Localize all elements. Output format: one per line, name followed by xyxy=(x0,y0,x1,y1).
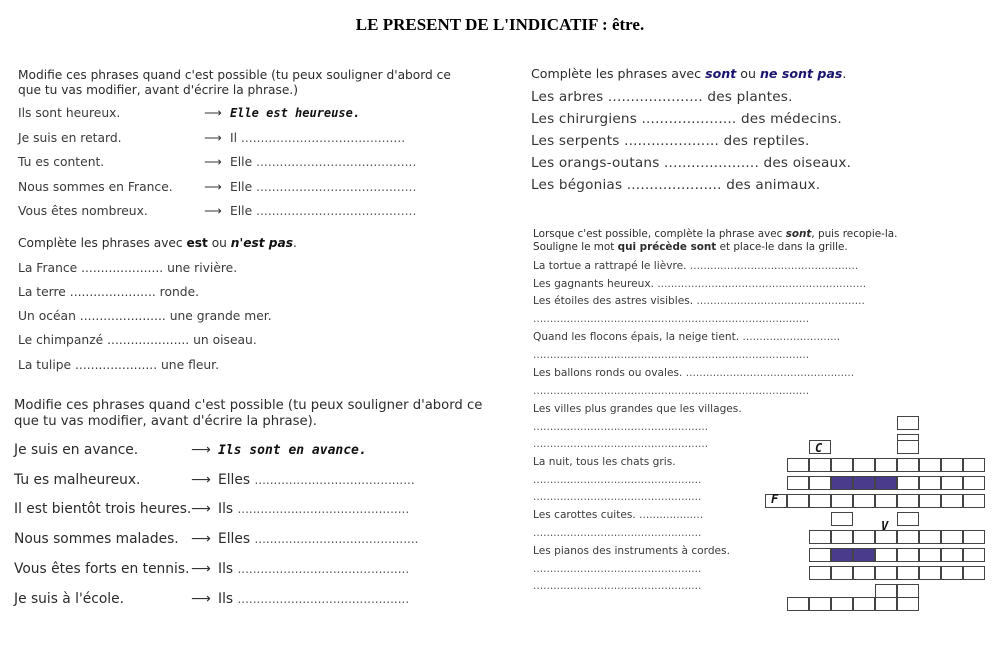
ex5-item xyxy=(533,403,742,415)
ex5-answer-line[interactable]: .................................................. xyxy=(533,580,702,592)
ex3-sentence: Vous êtes forts en tennis. xyxy=(14,561,190,577)
crossword-cell[interactable] xyxy=(787,494,809,508)
ex3-instruction-line1: Modifie ces phrases quand c'est possible (tu peux souligner d'abord ce xyxy=(14,398,483,413)
crossword-cell[interactable] xyxy=(919,566,941,580)
crossword-cell[interactable] xyxy=(919,476,941,490)
ex4-item[interactable]: Les serpents ..................... des reptiles. xyxy=(531,133,810,149)
crossword-cell[interactable] xyxy=(941,530,963,544)
arrow-icon: ⟶ xyxy=(191,501,211,517)
crossword-cell[interactable] xyxy=(919,494,941,508)
crossword-cell[interactable] xyxy=(875,548,897,562)
ex3-answer-blank[interactable]: ............................................. xyxy=(237,562,410,576)
crossword-cell[interactable] xyxy=(809,566,831,580)
crossword-cell[interactable] xyxy=(941,566,963,580)
ex1-sentence: Tu es content. xyxy=(18,155,105,169)
ex5-instruction-text2-end: et place-le dans la grille. xyxy=(716,241,848,253)
crossword-cell[interactable] xyxy=(963,530,985,544)
ex1-example-answer: Elle est heureuse. xyxy=(230,106,361,120)
ex5-sentence: Les ballons ronds ou ovales. xyxy=(533,367,683,379)
ex5-item xyxy=(533,545,730,557)
ex3-answer-line xyxy=(184,531,418,547)
crossword-cell[interactable] xyxy=(831,458,853,472)
crossword-letter-c: C xyxy=(815,441,823,455)
crossword-cell[interactable] xyxy=(809,597,831,611)
crossword-cell[interactable] xyxy=(897,458,919,472)
crossword-cell[interactable] xyxy=(831,597,853,611)
ex3-answer-start: Elles xyxy=(218,531,251,547)
ex1-instruction-line2: que tu vas modifier, avant d'écrire la phrase.) xyxy=(18,83,298,97)
ex5-word-sont: sont xyxy=(785,228,812,240)
ex5-answer-line[interactable]: .................................................................................. xyxy=(533,313,810,325)
ex4-instruction-or: ou xyxy=(736,66,760,81)
arrow-icon: ⟶ xyxy=(204,204,222,218)
ex3-sentence: Je suis en avance. xyxy=(14,442,139,458)
arrow-icon: ⟶ xyxy=(204,106,222,120)
ex2-instruction-end: . xyxy=(292,236,297,250)
ex5-sentence: La nuit, tous les chats gris. xyxy=(533,456,676,468)
ex3-answer-line xyxy=(184,561,409,577)
ex3-sentence: Tu es malheureux. xyxy=(14,472,141,488)
ex5-sentence: Les villes plus grandes que les villages. xyxy=(533,403,742,415)
ex5-instruction-text1: Lorsque c'est possible, complète la phrase avec xyxy=(533,228,786,240)
ex4-item[interactable]: Les arbres ..................... des plantes. xyxy=(531,89,793,105)
ex2-word-nest-pas: n'est pas xyxy=(230,236,293,250)
ex5-instruction-line2 xyxy=(533,241,848,254)
crossword-cell[interactable] xyxy=(897,566,919,580)
crossword-cell[interactable] xyxy=(809,476,831,490)
arrow-icon: ⟶ xyxy=(191,442,211,458)
ex5-answer-blank[interactable]: ............................. xyxy=(742,331,841,343)
crossword-cell[interactable] xyxy=(809,494,831,508)
ex5-answer-line[interactable]: .................................................... xyxy=(533,438,709,450)
arrow-icon: ⟶ xyxy=(191,591,211,607)
ex5-answer-blank[interactable]: .............................................................. xyxy=(657,278,867,290)
ex1-answer-line xyxy=(196,204,416,218)
ex5-answer-line[interactable]: .................................................. xyxy=(533,563,702,575)
ex1-answer-start: Il xyxy=(230,131,238,145)
ex5-qui-precede-sont: qui précède sont xyxy=(617,241,717,253)
crossword-cell[interactable] xyxy=(853,458,875,472)
ex5-item xyxy=(533,509,703,521)
ex1-sentence: Vous êtes nombreux. xyxy=(18,204,148,218)
page-title: LE PRESENT DE L'INDICATIF : être. xyxy=(355,15,645,34)
ex5-answer-line[interactable]: .................................................................................. xyxy=(533,385,810,397)
crossword-cell[interactable] xyxy=(897,512,919,526)
crossword-cell[interactable] xyxy=(919,458,941,472)
ex5-instruction-line1 xyxy=(533,228,897,241)
ex2-word-est: est xyxy=(186,236,208,250)
ex3-answer-start: Ils xyxy=(218,591,234,607)
crossword-cell[interactable] xyxy=(831,530,853,544)
ex3-answer-start: Ils xyxy=(218,561,234,577)
ex5-answer-line[interactable]: .................................................. xyxy=(533,474,702,486)
crossword-cell[interactable] xyxy=(941,476,963,490)
crossword-cell[interactable] xyxy=(941,458,963,472)
ex5-answer-line[interactable]: .................................................. xyxy=(533,527,702,539)
ex3-answer-blank[interactable]: ........................................... xyxy=(254,532,419,546)
ex1-answer-blank[interactable]: ......................................... xyxy=(256,180,417,194)
arrow-icon: ⟶ xyxy=(191,472,211,488)
crossword-cell[interactable] xyxy=(875,584,897,598)
ex4-instruction-end: . xyxy=(842,66,847,81)
ex1-answer-start: Elle xyxy=(230,204,253,218)
ex3-answer-line xyxy=(184,501,409,517)
ex3-answer-blank[interactable]: ............................................. xyxy=(237,502,410,516)
crossword-cell[interactable] xyxy=(787,458,809,472)
ex5-instruction-text1-end: , puis recopie-la. xyxy=(811,228,898,240)
ex3-answer-line xyxy=(184,591,409,607)
ex2-instruction-or: ou xyxy=(207,236,231,250)
ex1-answer-line xyxy=(196,106,360,120)
ex1-answer-blank[interactable]: ......................................... xyxy=(256,155,417,169)
ex5-sentence: Les gagnants heureux. xyxy=(533,278,654,290)
ex5-answer-blank[interactable]: .................................................. xyxy=(696,295,865,307)
ex5-item xyxy=(533,367,854,379)
arrow-icon: ⟶ xyxy=(204,180,222,194)
ex1-answer-start: Elle xyxy=(230,180,253,194)
ex5-answer-line[interactable]: .................................................. xyxy=(533,491,702,503)
ex5-sentence: Quand les flocons épais, la neige tient. xyxy=(533,331,740,343)
ex3-sentence: Il est bientôt trois heures. xyxy=(14,501,192,517)
crossword-cell[interactable] xyxy=(941,494,963,508)
crossword-cell[interactable] xyxy=(853,597,875,611)
crossword-cell[interactable] xyxy=(831,494,853,508)
ex2-item[interactable]: Le chimpanzé ..................... un oiseau. xyxy=(18,333,257,347)
crossword-cell[interactable] xyxy=(897,416,919,430)
crossword-cell[interactable] xyxy=(897,494,919,508)
ex3-sentence: Nous sommes malades. xyxy=(14,531,179,547)
ex5-item xyxy=(533,456,676,468)
ex1-sentence: Je suis en retard. xyxy=(18,131,122,145)
ex2-instruction xyxy=(18,236,297,251)
ex3-sentence: Je suis à l'école. xyxy=(14,591,124,607)
ex4-item[interactable]: Les chirurgiens ..................... des médecins. xyxy=(531,111,842,127)
ex5-answer-line[interactable]: .................................................................................. xyxy=(533,349,810,361)
crossword-cell[interactable] xyxy=(831,512,853,526)
ex2-item[interactable]: La terre ...................... ronde. xyxy=(18,285,200,299)
crossword-cell[interactable] xyxy=(853,476,875,490)
ex2-item[interactable]: La France ..................... une rivière. xyxy=(18,261,238,275)
ex2-instruction-text: Complète les phrases avec xyxy=(18,236,187,250)
crossword-cell[interactable] xyxy=(831,566,853,580)
ex5-item xyxy=(533,278,866,290)
ex5-sentence: Les étoiles des astres visibles. xyxy=(533,295,694,307)
crossword-cell[interactable] xyxy=(853,530,875,544)
ex2-item[interactable]: La tulipe ..................... une fleur. xyxy=(18,358,220,372)
crossword-cell[interactable] xyxy=(919,530,941,544)
crossword-cell[interactable] xyxy=(787,476,809,490)
ex4-instruction-text: Complète les phrases avec xyxy=(531,66,706,81)
crossword-cell[interactable] xyxy=(831,548,853,562)
ex1-instruction-line1: Modifie ces phrases quand c'est possible (tu peux souligner d'abord ce xyxy=(18,68,451,82)
crossword-cell[interactable] xyxy=(875,566,897,580)
crossword-cell[interactable] xyxy=(897,597,919,611)
ex3-answer-start: Ils xyxy=(218,501,234,517)
ex4-instruction xyxy=(531,66,846,81)
crossword-cell[interactable] xyxy=(875,494,897,508)
arrow-icon: ⟶ xyxy=(204,131,222,145)
crossword-cell[interactable] xyxy=(919,548,941,562)
crossword-cell[interactable] xyxy=(963,476,985,490)
ex5-instruction-text2: Souligne le mot xyxy=(533,241,618,253)
crossword-cell[interactable] xyxy=(897,548,919,562)
ex5-item xyxy=(533,331,840,343)
arrow-icon: ⟶ xyxy=(191,531,211,547)
crossword-cell[interactable] xyxy=(897,530,919,544)
crossword-cell[interactable] xyxy=(875,476,897,490)
ex1-answer-blank[interactable]: .......................................... xyxy=(240,131,406,145)
ex3-example-answer: Ils sont en avance. xyxy=(218,443,367,458)
ex3-answer-blank[interactable]: ............................................. xyxy=(237,592,410,606)
ex5-answer-blank[interactable]: .................................................. xyxy=(685,367,855,379)
crossword-cell[interactable] xyxy=(963,458,985,472)
ex3-answer-line xyxy=(184,472,415,488)
ex1-answer-line xyxy=(196,155,416,169)
ex1-answer-line xyxy=(196,131,405,145)
ex3-answer-line xyxy=(184,442,367,458)
crossword-cell[interactable] xyxy=(853,494,875,508)
crossword-letter-v: V xyxy=(881,519,889,533)
ex5-sentence: Les pianos des instruments à cordes. xyxy=(533,545,730,557)
crossword-cell[interactable] xyxy=(897,476,919,490)
crossword-cell[interactable] xyxy=(831,476,853,490)
ex1-answer-start: Elle xyxy=(230,155,253,169)
crossword-cell[interactable] xyxy=(963,494,985,508)
crossword-cell[interactable] xyxy=(787,597,809,611)
ex5-sentence: La tortue a rattrapé le lièvre. xyxy=(533,260,687,272)
crossword-cell[interactable] xyxy=(853,548,875,562)
ex4-item[interactable]: Les bégonias ..................... des animaux. xyxy=(531,177,821,193)
crossword-cell[interactable] xyxy=(941,548,963,562)
crossword-cell[interactable] xyxy=(875,597,897,611)
ex5-sentence: Les carottes cuites. xyxy=(533,509,636,521)
ex1-sentence: Nous sommes en France. xyxy=(18,180,173,194)
crossword-cell[interactable] xyxy=(963,566,985,580)
ex4-word-sont: sont xyxy=(705,66,737,81)
ex3-answer-blank[interactable]: .......................................... xyxy=(254,473,415,487)
crossword-cell[interactable] xyxy=(897,440,919,454)
ex5-answer-blank[interactable]: ................... xyxy=(639,509,704,521)
ex5-item xyxy=(533,260,858,272)
ex4-item[interactable]: Les orangs-outans ..................... des oiseaux. xyxy=(531,155,852,171)
crossword-cell[interactable] xyxy=(897,584,919,598)
ex5-answer-blank[interactable]: .................................................. xyxy=(689,260,859,272)
crossword-cell[interactable] xyxy=(853,566,875,580)
ex4-word-ne-sont-pas: ne sont pas xyxy=(759,66,843,81)
arrow-icon: ⟶ xyxy=(191,561,211,577)
ex1-sentence: Ils sont heureux. xyxy=(18,106,121,120)
ex3-instruction-line2: que tu vas modifier, avant d'écrire la phrase). xyxy=(14,414,317,429)
ex3-answer-start: Elles xyxy=(218,472,251,488)
ex1-answer-blank[interactable]: ......................................... xyxy=(256,204,417,218)
ex1-answer-line xyxy=(196,180,416,194)
crossword-cell[interactable] xyxy=(809,458,831,472)
ex5-answer-line[interactable]: .................................................... xyxy=(533,421,709,433)
crossword-letter-f: F xyxy=(771,492,779,506)
ex5-item xyxy=(533,295,865,307)
crossword-cell[interactable] xyxy=(809,530,831,544)
crossword-cell[interactable] xyxy=(963,548,985,562)
ex2-item[interactable]: Un océan ...................... une grande mer. xyxy=(18,309,272,323)
crossword-cell[interactable] xyxy=(809,548,831,562)
crossword-cell[interactable] xyxy=(875,458,897,472)
arrow-icon: ⟶ xyxy=(204,155,222,169)
